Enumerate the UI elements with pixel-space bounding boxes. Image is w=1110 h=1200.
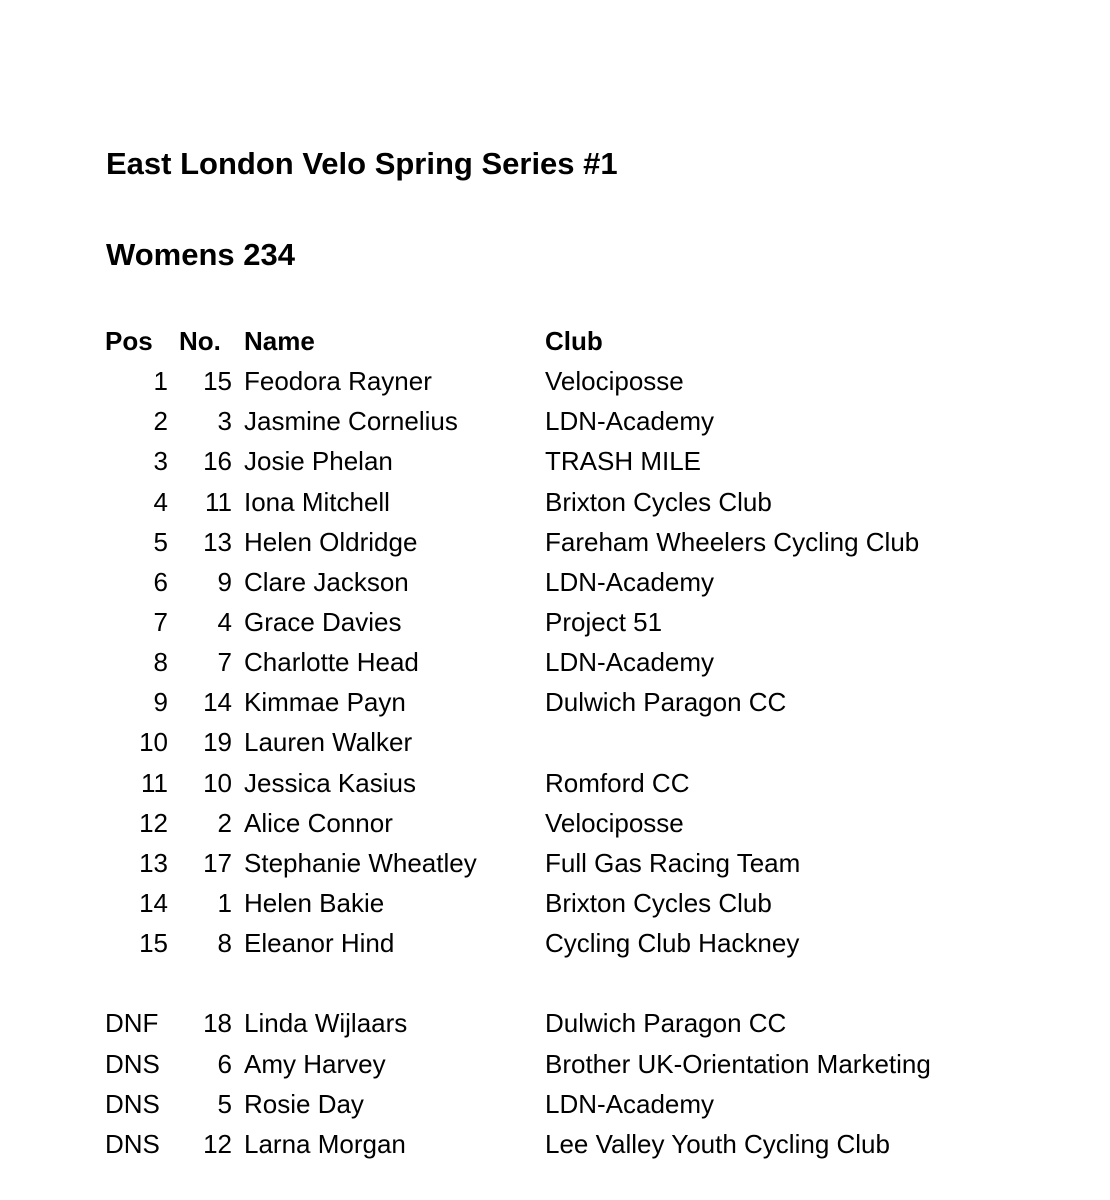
row-pos: 6 <box>153 566 168 597</box>
row-number: 6 <box>217 1048 232 1079</box>
row-number: 3 <box>217 406 232 437</box>
category-title: Womens 234 <box>106 237 295 272</box>
row-name: Iona Mitchell <box>244 486 390 517</box>
row-club: Dulwich Paragon CC <box>545 1008 787 1039</box>
row-club: Cycling Club Hackney <box>545 928 800 959</box>
row-pos: 15 <box>139 928 168 959</box>
row-number: 10 <box>203 767 232 798</box>
row-status: DNS <box>105 1088 160 1119</box>
row-status: DNF <box>105 1008 159 1039</box>
row-name: Grace Davies <box>244 606 402 637</box>
row-number: 7 <box>217 647 232 678</box>
row-club: LDN-Academy <box>545 566 715 597</box>
row-name: Eleanor Hind <box>244 928 395 959</box>
row-club: Brixton Cycles Club <box>545 486 772 517</box>
row-number: 11 <box>205 486 232 517</box>
row-number: 15 <box>203 366 232 397</box>
row-club: LDN-Academy <box>545 406 715 437</box>
results-table <box>0 321 1110 1164</box>
row-pos: 14 <box>139 887 168 918</box>
table-row <box>0 1084 1110 1124</box>
row-name: Charlotte Head <box>244 647 419 678</box>
row-number: 16 <box>203 446 232 477</box>
row-pos: 5 <box>153 526 168 557</box>
row-club: Fareham Wheelers Cycling Club <box>545 526 920 557</box>
row-club: Dulwich Paragon CC <box>545 687 787 718</box>
row-pos: 2 <box>153 406 168 437</box>
table-row <box>0 642 1110 682</box>
row-name: Amy Harvey <box>244 1048 386 1079</box>
table-row <box>0 401 1110 441</box>
row-pos: 3 <box>153 446 168 477</box>
row-pos: 13 <box>139 847 168 878</box>
row-number: 1 <box>217 887 232 918</box>
row-name: Jessica Kasius <box>244 767 416 798</box>
table-row <box>0 682 1110 722</box>
row-pos: 12 <box>139 807 168 838</box>
row-name: Josie Phelan <box>244 446 393 477</box>
row-name: Stephanie Wheatley <box>244 847 477 878</box>
table-row <box>0 361 1110 401</box>
row-pos: 1 <box>153 366 168 397</box>
row-name: Helen Oldridge <box>244 526 418 557</box>
row-club: Lee Valley Youth Cycling Club <box>545 1128 890 1159</box>
row-number: 8 <box>217 928 232 959</box>
row-number: 9 <box>217 566 232 597</box>
row-status: DNS <box>105 1048 160 1079</box>
row-name: Rosie Day <box>244 1088 364 1119</box>
header-no: No. <box>179 326 221 356</box>
table-row <box>0 522 1110 562</box>
row-number: 4 <box>217 606 232 637</box>
table-row <box>0 602 1110 642</box>
table-row <box>0 883 1110 923</box>
row-name: Clare Jackson <box>244 566 409 597</box>
row-name: Feodora Rayner <box>244 366 432 397</box>
table-header <box>0 321 1110 361</box>
row-pos: 8 <box>153 647 168 678</box>
row-pos: 9 <box>153 687 168 718</box>
row-club: Brixton Cycles Club <box>545 887 772 918</box>
row-pos: 10 <box>139 727 168 758</box>
table-row <box>0 763 1110 803</box>
header-name: Name <box>244 326 315 356</box>
row-pos: 11 <box>141 767 168 798</box>
table-row <box>0 722 1110 762</box>
table-row <box>0 803 1110 843</box>
row-name: Lauren Walker <box>244 727 413 758</box>
table-row <box>0 562 1110 602</box>
row-number: 12 <box>203 1128 232 1159</box>
header-club: Club <box>545 326 603 356</box>
table-row <box>0 923 1110 963</box>
table-row <box>0 1003 1110 1043</box>
table-row <box>0 1124 1110 1164</box>
row-name: Alice Connor <box>244 807 393 838</box>
table-row <box>0 441 1110 481</box>
row-name: Jasmine Cornelius <box>244 406 458 437</box>
row-number: 5 <box>217 1088 232 1119</box>
row-club: Full Gas Racing Team <box>545 847 801 878</box>
row-name: Kimmae Payn <box>244 687 406 718</box>
row-status: DNS <box>105 1128 160 1159</box>
row-club: Project 51 <box>545 606 663 637</box>
row-number: 18 <box>203 1008 232 1039</box>
table-row <box>0 843 1110 883</box>
row-name: Larna Morgan <box>244 1128 406 1159</box>
row-pos: 7 <box>153 606 168 637</box>
row-number: 17 <box>203 847 232 878</box>
row-club: LDN-Academy <box>545 647 715 678</box>
header-pos: Pos <box>105 326 153 356</box>
row-pos: 4 <box>153 486 168 517</box>
row-club: Velociposse <box>545 807 684 838</box>
row-number: 19 <box>203 727 232 758</box>
row-club: LDN-Academy <box>545 1088 715 1119</box>
row-club: TRASH MILE <box>545 446 702 477</box>
row-name: Linda Wijlaars <box>244 1008 408 1039</box>
row-club: Brother UK-Orientation Marketing <box>545 1048 931 1079</box>
row-number: 2 <box>217 807 232 838</box>
section-spacer <box>0 963 1110 1003</box>
row-name: Helen Bakie <box>244 887 385 918</box>
row-number: 13 <box>203 526 232 557</box>
document-title: East London Velo Spring Series #1 <box>106 146 618 181</box>
row-number: 14 <box>203 687 232 718</box>
row-club: Romford CC <box>545 767 690 798</box>
row-club: Velociposse <box>545 366 684 397</box>
table-row <box>0 1044 1110 1084</box>
table-row <box>0 482 1110 522</box>
